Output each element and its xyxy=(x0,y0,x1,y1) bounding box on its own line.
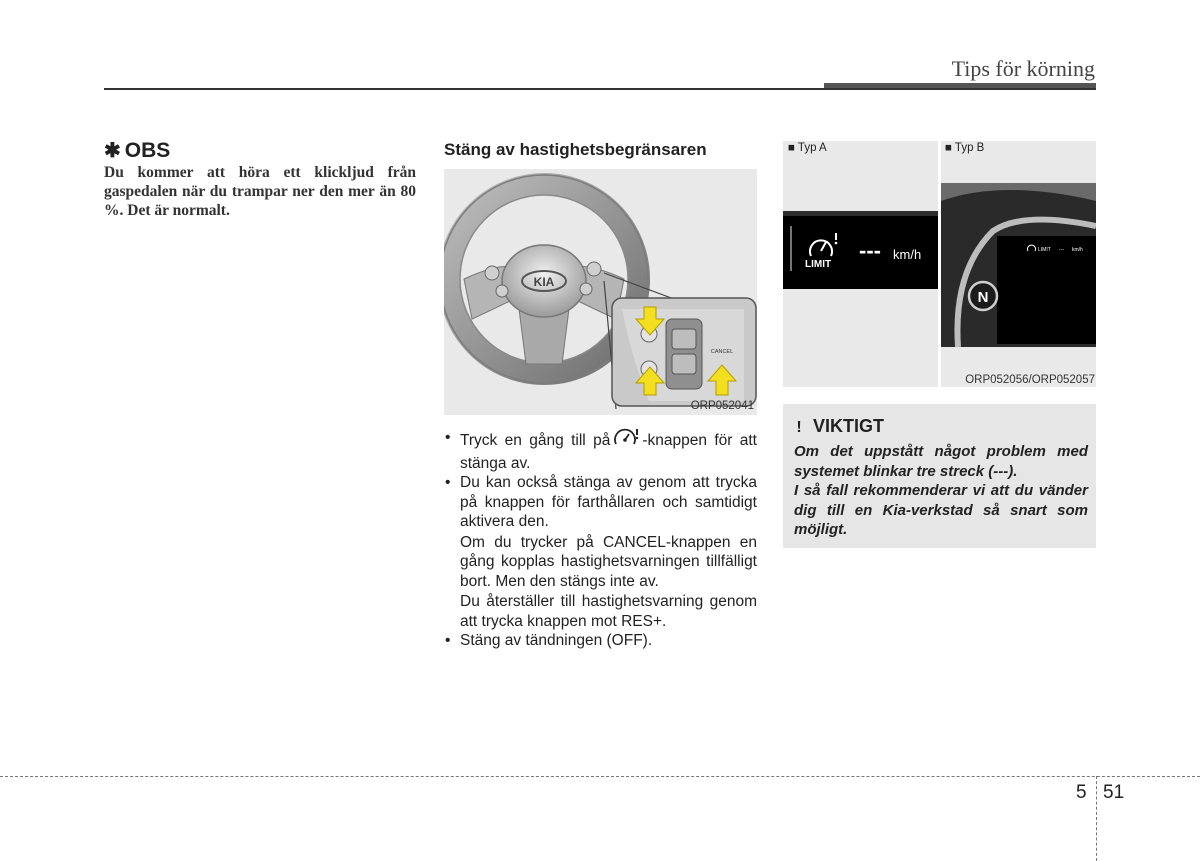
display-b-value: --- xyxy=(1059,247,1064,253)
list-item: • Du kan också stänga av genom att trycka på knappen för farthållaren och samtidigt aktivera den. xyxy=(444,473,757,532)
display-a-value: --- xyxy=(859,238,881,263)
list-item: • Tryck en gång till på -knappen för att stänga av. xyxy=(444,428,757,473)
typ-b-label: ■ Typ B xyxy=(945,142,985,154)
asterisk-icon: ✱ xyxy=(104,140,121,162)
section-heading: Stäng av hastighetsbegränsaren xyxy=(444,140,707,159)
important-heading xyxy=(793,416,884,437)
page-number: 51 xyxy=(1103,782,1125,803)
display-b-unit: km/h xyxy=(1072,247,1083,253)
cluster-illustration xyxy=(783,141,1096,387)
header-rule xyxy=(104,88,1096,90)
important-text xyxy=(794,442,1088,540)
steering-wheel-illustration xyxy=(444,169,757,415)
chapter-number: 5 xyxy=(1076,782,1087,803)
typ-a-label: ■ Typ A xyxy=(788,142,827,154)
obs-heading xyxy=(104,138,170,163)
footer-divider xyxy=(1096,776,1097,861)
important-box xyxy=(783,404,1096,548)
figure-caption: ORP052041 xyxy=(690,400,754,412)
display-a-unit: km/h xyxy=(893,247,922,262)
important-paragraph: Om det uppstått något problem med systemet blinkar tre streck (---). xyxy=(794,443,1088,480)
kia-logo: KIA xyxy=(533,275,555,289)
list-item-continuation: Om du trycker på CANCEL-knappen en gång kopplas hastighetsvarningen tillfälligt bort. Men den stängs inte av. xyxy=(460,533,757,590)
speed-limit-icon xyxy=(612,428,640,454)
important-paragraph: I så fall rekommenderar vi att du vänder dig till en Kia-verkstad så snart som möjligt. xyxy=(794,482,1088,538)
footer-rule xyxy=(0,776,1200,777)
instrument-cluster-figure xyxy=(783,141,1096,387)
display-a-limit-label: LIMIT xyxy=(805,259,832,270)
display-b-limit-label: LIMIT xyxy=(1038,247,1051,253)
obs-title: OBS xyxy=(124,139,171,162)
steering-wheel-figure xyxy=(444,169,757,415)
instruction-list xyxy=(444,428,757,651)
gear-indicator: N xyxy=(977,289,989,306)
figure-caption: ORP052056/ORP052057 xyxy=(965,374,1095,386)
list-item: • Stäng av tändningen (OFF). xyxy=(444,631,757,651)
cancel-button-label: CANCEL xyxy=(710,349,734,355)
obs-text: Du kommer att höra ett klickljud från gaspedalen när du trampar ner den mer än 80 %. Det är normalt. xyxy=(104,164,416,219)
page-header-title: Tips för körning xyxy=(951,56,1095,81)
list-item-continuation: Du återställer till hastighetsvarning genom att trycka knappen mot RES+. xyxy=(460,593,757,630)
important-title: VIKTIGT xyxy=(813,416,884,436)
warning-icon: ! xyxy=(796,419,802,436)
